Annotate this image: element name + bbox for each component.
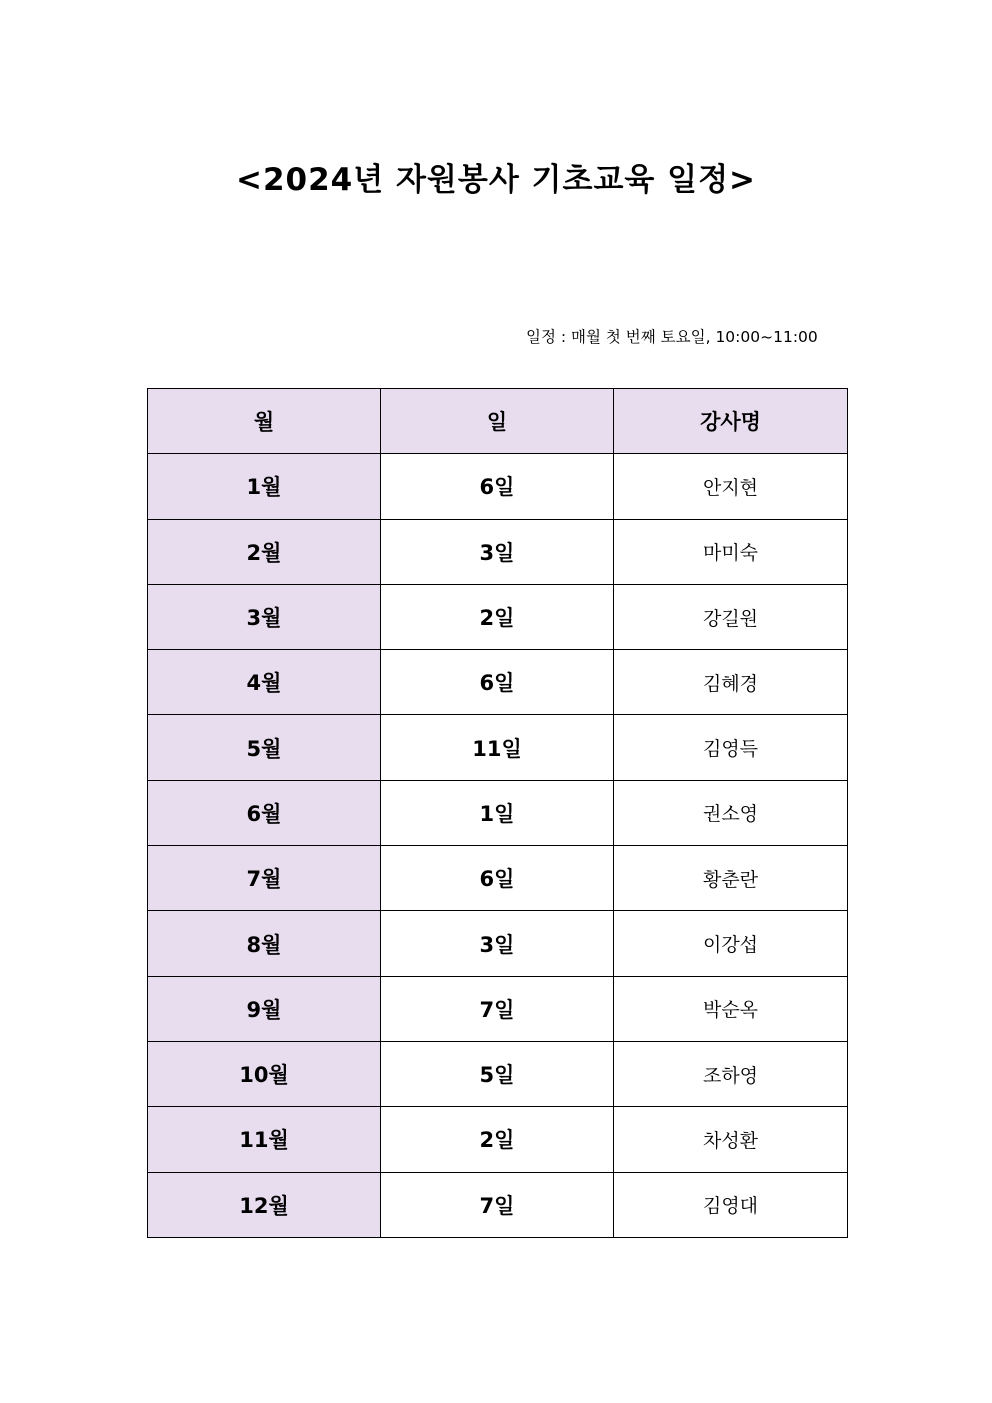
day-cell: 7일: [381, 1172, 614, 1237]
instructor-cell: 황춘란: [614, 846, 848, 911]
table-row: [148, 519, 848, 584]
instructor-cell: 이강섭: [614, 911, 848, 976]
table-row: [148, 780, 848, 845]
month-cell: 10월: [148, 1041, 381, 1106]
day-cell: 11일: [381, 715, 614, 780]
month-cell: 6월: [148, 780, 381, 845]
instructor-cell: 김혜경: [614, 650, 848, 715]
header-month: 월: [148, 389, 381, 454]
instructor-cell: 김영득: [614, 715, 848, 780]
day-cell: 6일: [381, 650, 614, 715]
instructor-cell: 마미숙: [614, 519, 848, 584]
header-day: 일: [381, 389, 614, 454]
month-cell: 3월: [148, 584, 381, 649]
instructor-cell: 차성환: [614, 1107, 848, 1172]
instructor-cell: 조하영: [614, 1041, 848, 1106]
instructor-cell: 안지현: [614, 454, 848, 519]
table-row: [148, 584, 848, 649]
table-header-row: [148, 389, 848, 454]
day-cell: 7일: [381, 976, 614, 1041]
table-row: [148, 1041, 848, 1106]
month-cell: 8월: [148, 911, 381, 976]
schedule-line: 일정 : 매월 첫 번째 토요일, 10:00~11:00: [526, 328, 818, 346]
month-cell: 11월: [148, 1107, 381, 1172]
month-cell: 2월: [148, 519, 381, 584]
instructor-cell: 권소영: [614, 780, 848, 845]
day-cell: 5일: [381, 1041, 614, 1106]
table-row: [148, 454, 848, 519]
day-cell: 2일: [381, 584, 614, 649]
table-row: [148, 1172, 848, 1237]
day-cell: 1일: [381, 780, 614, 845]
table-row: [148, 715, 848, 780]
table-row: [148, 1107, 848, 1172]
month-cell: 4월: [148, 650, 381, 715]
header-instructor: 강사명: [614, 389, 848, 454]
table-row: [148, 650, 848, 715]
day-cell: 6일: [381, 846, 614, 911]
schedule-table: [147, 388, 848, 1238]
month-cell: 7월: [148, 846, 381, 911]
instructor-cell: 강길원: [614, 584, 848, 649]
month-cell: 12월: [148, 1172, 381, 1237]
instructor-cell: 김영대: [614, 1172, 848, 1237]
table-row: [148, 976, 848, 1041]
day-cell: 2일: [381, 1107, 614, 1172]
month-cell: 1월: [148, 454, 381, 519]
day-cell: 3일: [381, 911, 614, 976]
day-cell: 6일: [381, 454, 614, 519]
instructor-cell: 박순옥: [614, 976, 848, 1041]
month-cell: 9월: [148, 976, 381, 1041]
table-row: [148, 846, 848, 911]
day-cell: 3일: [381, 519, 614, 584]
month-cell: 5월: [148, 715, 381, 780]
table-row: [148, 911, 848, 976]
page-title: <2024년 자원봉사 기초교육 일정>: [235, 162, 756, 198]
